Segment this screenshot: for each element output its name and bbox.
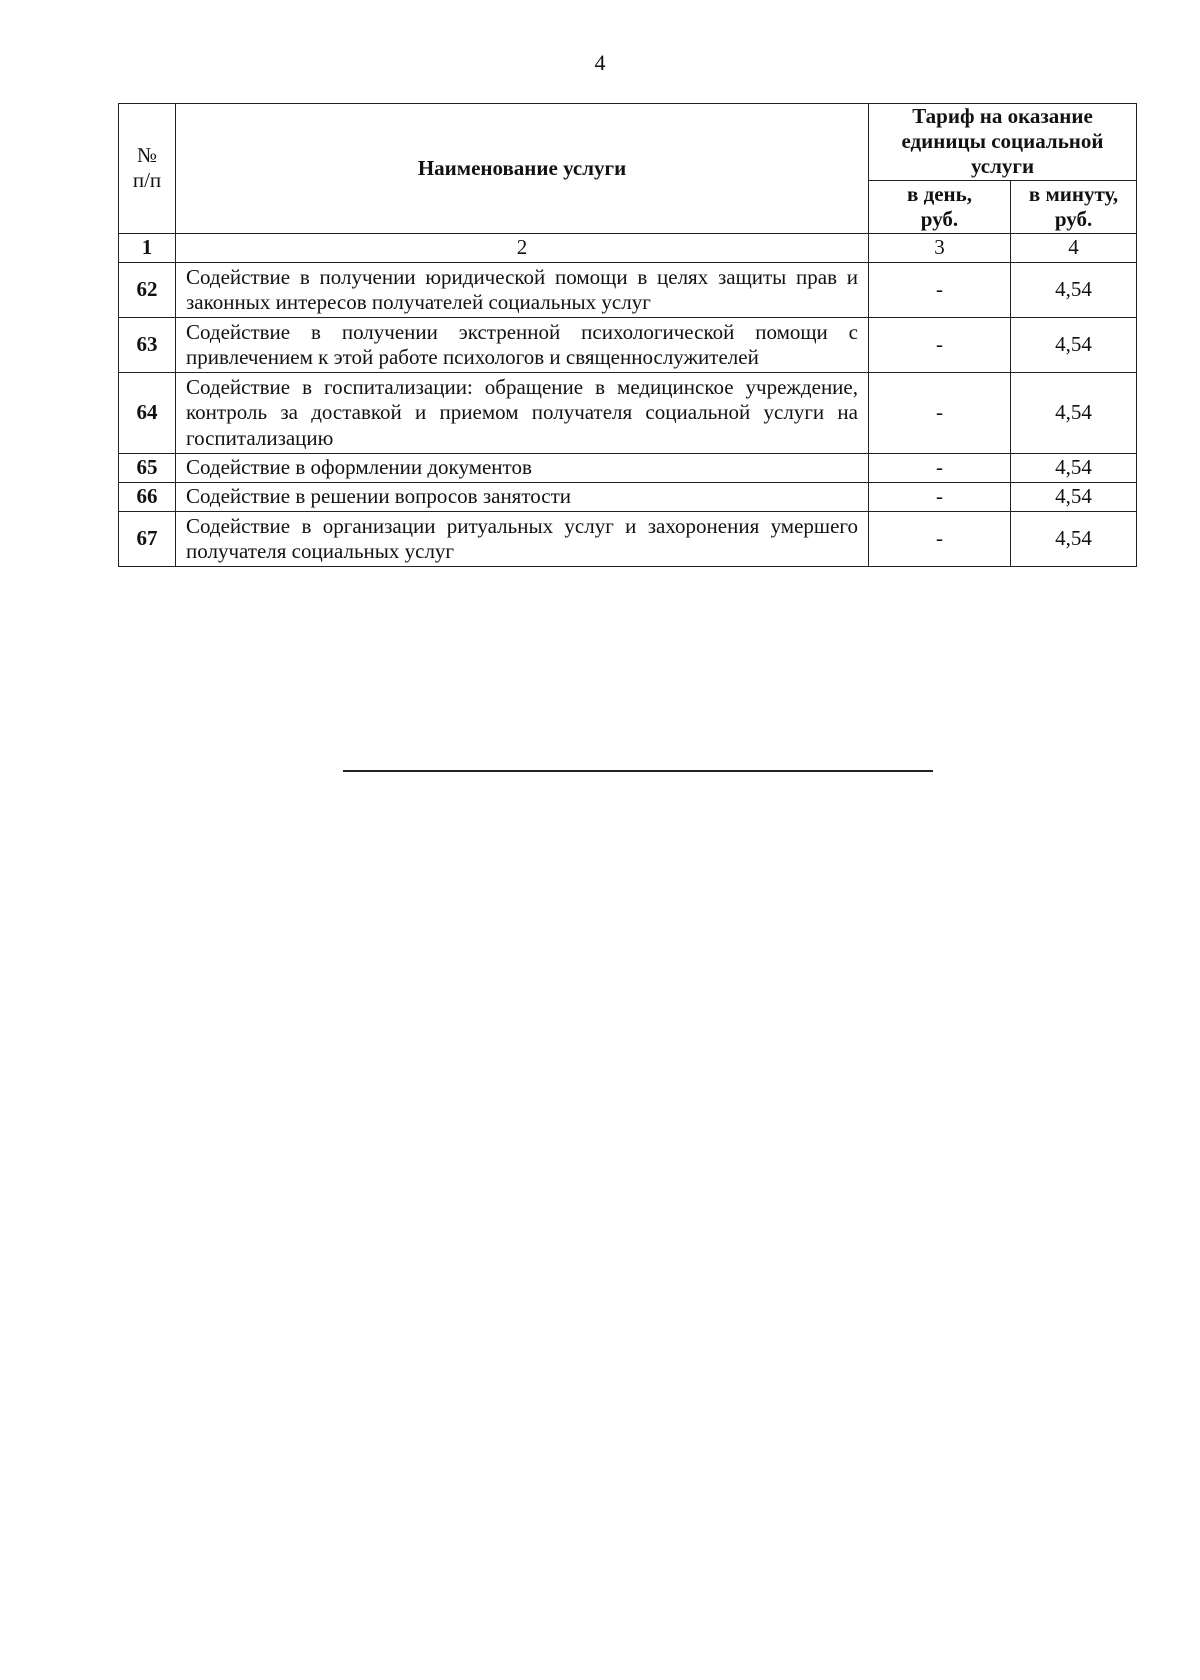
service-name: Содействие в оформлении документов xyxy=(176,453,869,482)
end-of-document-rule xyxy=(343,770,933,772)
header-tariff: Тариф на оказание единицы социальной услуги xyxy=(869,104,1137,181)
column-index: 1 xyxy=(119,233,176,262)
tariff-per-minute: 4,54 xyxy=(1011,262,1137,317)
row-number: 64 xyxy=(119,372,176,453)
table-row xyxy=(119,262,1137,317)
service-name: Содействие в решении вопросов занятости xyxy=(176,482,869,511)
table-row xyxy=(119,482,1137,511)
tariff-per-minute: 4,54 xyxy=(1011,482,1137,511)
tariff-table xyxy=(118,103,1137,567)
row-number: 67 xyxy=(119,511,176,566)
row-number: 65 xyxy=(119,453,176,482)
tariff-per-minute: 4,54 xyxy=(1011,372,1137,453)
table-row xyxy=(119,511,1137,566)
tariff-per-minute: 4,54 xyxy=(1011,317,1137,372)
row-number: 63 xyxy=(119,317,176,372)
tariff-per-minute: 4,54 xyxy=(1011,511,1137,566)
page-number: 4 xyxy=(594,50,606,75)
header-per-minute: в минуту, руб. xyxy=(1011,180,1137,233)
tariff-per-day: - xyxy=(869,482,1011,511)
tariff-per-day: - xyxy=(869,372,1011,453)
column-index: 3 xyxy=(869,233,1011,262)
header-per-day: в день, руб. xyxy=(869,180,1011,233)
row-number: 66 xyxy=(119,482,176,511)
table-row xyxy=(119,317,1137,372)
column-index: 4 xyxy=(1011,233,1137,262)
tariff-per-day: - xyxy=(869,262,1011,317)
header-service-name: Наименование услуги xyxy=(176,104,869,234)
tariff-per-day: - xyxy=(869,317,1011,372)
tariff-per-day: - xyxy=(869,511,1011,566)
header-num: № п/п xyxy=(119,104,176,234)
column-index-row xyxy=(119,233,1137,262)
table-row xyxy=(119,453,1137,482)
service-name: Содействие в получении юридической помощи в целях защиты прав и законных интересов получателей социальных услуг xyxy=(176,262,869,317)
tariff-per-day: - xyxy=(869,453,1011,482)
row-number: 62 xyxy=(119,262,176,317)
service-name: Содействие в госпитализации: обращение в медицинское учреждение, контроль за доставкой и приемом получателя социальной услуги на госпитализацию xyxy=(176,372,869,453)
table-row xyxy=(119,372,1137,453)
tariff-per-minute: 4,54 xyxy=(1011,453,1137,482)
service-name: Содействие в организации ритуальных услуг и захоронения умершего получателя социальных услуг xyxy=(176,511,869,566)
service-name: Содействие в получении экстренной психологической помощи с привлечением к этой работе психологов и священнослужителей xyxy=(176,317,869,372)
column-index: 2 xyxy=(176,233,869,262)
